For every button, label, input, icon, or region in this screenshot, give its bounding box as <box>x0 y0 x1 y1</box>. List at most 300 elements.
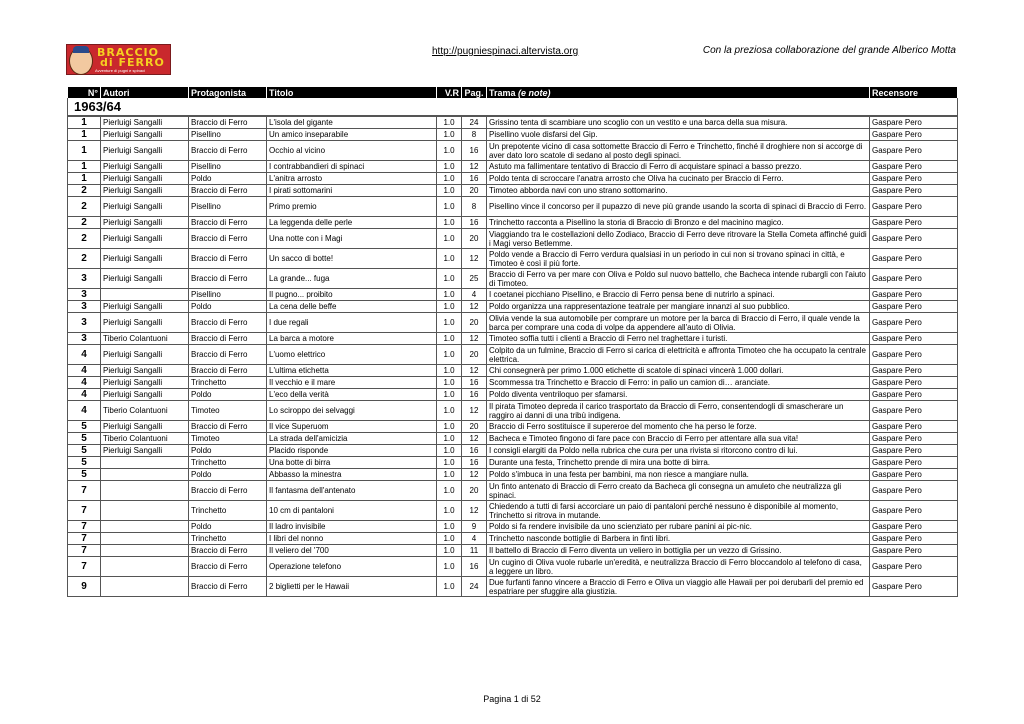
title-cell: 2 biglietti per le Hawaii <box>267 577 437 597</box>
version-cell: 1.0 <box>437 333 462 345</box>
author-cell: Pierluigi Sangalli <box>101 421 189 433</box>
reviewer-cell: Gaspare Pero <box>870 469 958 481</box>
plot-cell: Poldo si fa rendere invisibile da uno scienziato per rubare panini ai pic-nic. <box>487 521 870 533</box>
author-cell: Pierluigi Sangalli <box>101 301 189 313</box>
reviewer-cell: Gaspare Pero <box>870 116 958 129</box>
plot-cell: Un finto antenato di Braccio di Ferro creato da Bacheca gli consegna un amuleto che neutralizza gli spinaci. <box>487 481 870 501</box>
plot-cell: Astuto ma fallimentare tentativo di Braccio di Ferro di acquistare spinaci a basso prezzo. <box>487 161 870 173</box>
plot-cell: Poldo tenta di scroccare l'anatra arrosto che Oliva ha cucinato per Braccio di Ferro. <box>487 173 870 185</box>
reviewer-cell: Gaspare Pero <box>870 217 958 229</box>
version-cell: 1.0 <box>437 249 462 269</box>
pages-cell: 12 <box>462 249 487 269</box>
reviewer-cell: Gaspare Pero <box>870 185 958 197</box>
reviewer-cell: Gaspare Pero <box>870 365 958 377</box>
version-cell: 1.0 <box>437 173 462 185</box>
plot-cell: Braccio di Ferro va per mare con Oliva e Poldo sul nuovo battello, che Bacheca intende rubargli con l'aiuto di Timoteo. <box>487 269 870 289</box>
issue-number: 5 <box>68 421 101 433</box>
author-cell: Pierluigi Sangalli <box>101 129 189 141</box>
title-cell: Un sacco di botte! <box>267 249 437 269</box>
issue-number: 2 <box>68 197 101 217</box>
table-row <box>68 141 958 161</box>
logo-tagline: Avventure di pugni e spinaci <box>95 68 145 73</box>
table-row <box>68 445 958 457</box>
version-cell: 1.0 <box>437 116 462 129</box>
version-cell: 1.0 <box>437 501 462 521</box>
pages-cell: 16 <box>462 217 487 229</box>
issue-number: 1 <box>68 116 101 129</box>
title-cell: La barca a motore <box>267 333 437 345</box>
plot-cell: Timoteo abborda navi con uno strano sottomarino. <box>487 185 870 197</box>
author-cell: Pierluigi Sangalli <box>101 197 189 217</box>
pages-cell: 11 <box>462 545 487 557</box>
table-row <box>68 433 958 445</box>
protagonist-cell: Trinchetto <box>189 457 267 469</box>
version-cell: 1.0 <box>437 229 462 249</box>
col-autori: Autori <box>101 87 189 98</box>
author-cell <box>101 481 189 501</box>
protagonist-cell: Pisellino <box>189 289 267 301</box>
table-row <box>68 545 958 557</box>
version-cell: 1.0 <box>437 269 462 289</box>
plot-cell: Poldo s'imbuca in una festa per bambini, ma non riesce a mangiare nulla. <box>487 469 870 481</box>
issue-number: 7 <box>68 545 101 557</box>
title-cell: Occhio al vicino <box>267 141 437 161</box>
version-cell: 1.0 <box>437 421 462 433</box>
table-row <box>68 229 958 249</box>
plot-cell: Il battello di Braccio di Ferro diventa un veliero in bottiglia per un vezzo di Grissino. <box>487 545 870 557</box>
issue-number: 5 <box>68 457 101 469</box>
plot-cell: Poldo diventa ventriloquo per sfamarsi. <box>487 389 870 401</box>
version-cell: 1.0 <box>437 185 462 197</box>
season-row <box>68 98 958 116</box>
pages-cell: 16 <box>462 389 487 401</box>
plot-cell: I coetanei picchiano Pisellino, e Braccio di Ferro pensa bene di nutrirlo a spinaci. <box>487 289 870 301</box>
table-row <box>68 313 958 333</box>
author-cell: Pierluigi Sangalli <box>101 313 189 333</box>
version-cell: 1.0 <box>437 457 462 469</box>
plot-cell: Poldo vende a Braccio di Ferro verdura qualsiasi in un periodo in cui non si trovano spinaci in città, e Timoteo è così il più forte. <box>487 249 870 269</box>
col-trama-label: Trama <box>489 87 516 98</box>
table-row <box>68 557 958 577</box>
table-row <box>68 197 958 217</box>
reviewer-cell: Gaspare Pero <box>870 301 958 313</box>
pages-cell: 12 <box>462 501 487 521</box>
reviewer-cell: Gaspare Pero <box>870 289 958 301</box>
pages-cell: 12 <box>462 161 487 173</box>
version-cell: 1.0 <box>437 377 462 389</box>
protagonist-cell: Braccio di Ferro <box>189 116 267 129</box>
protagonist-cell: Braccio di Ferro <box>189 249 267 269</box>
table-row <box>68 533 958 545</box>
plot-cell: Pisellino vuole disfarsi del Gip. <box>487 129 870 141</box>
title-cell: Il veliero del '700 <box>267 545 437 557</box>
protagonist-cell: Braccio di Ferro <box>189 365 267 377</box>
table-row <box>68 469 958 481</box>
version-cell: 1.0 <box>437 469 462 481</box>
version-cell: 1.0 <box>437 313 462 333</box>
title-cell: I libri del nonno <box>267 533 437 545</box>
protagonist-cell: Braccio di Ferro <box>189 577 267 597</box>
issues-table <box>67 87 958 597</box>
plot-cell: Chi consegnerà per primo 1.000 etichette di scatole di spinaci vincerà 1.000 dollari. <box>487 365 870 377</box>
title-cell: Primo premio <box>267 197 437 217</box>
pages-cell: 20 <box>462 313 487 333</box>
table-row <box>68 249 958 269</box>
version-cell: 1.0 <box>437 521 462 533</box>
table-row <box>68 501 958 521</box>
issue-number: 2 <box>68 185 101 197</box>
table-row <box>68 577 958 597</box>
version-cell: 1.0 <box>437 445 462 457</box>
protagonist-cell: Braccio di Ferro <box>189 481 267 501</box>
col-protagonista: Protagonista <box>189 87 267 98</box>
season-label: 1963/64 <box>68 98 958 116</box>
version-cell: 1.0 <box>437 481 462 501</box>
protagonist-cell: Poldo <box>189 445 267 457</box>
protagonist-cell: Poldo <box>189 389 267 401</box>
issue-number: 7 <box>68 521 101 533</box>
reviewer-cell: Gaspare Pero <box>870 545 958 557</box>
issue-number: 4 <box>68 365 101 377</box>
page-footer: Pagina 1 di 52 <box>483 694 541 704</box>
plot-cell: Trinchetto nasconde bottiglie di Barbera in finti libri. <box>487 533 870 545</box>
reviewer-cell: Gaspare Pero <box>870 457 958 469</box>
version-cell: 1.0 <box>437 141 462 161</box>
author-cell: Tiberio Colantuoni <box>101 333 189 345</box>
table-row <box>68 377 958 389</box>
version-cell: 1.0 <box>437 401 462 421</box>
title-cell: Un amico inseparabile <box>267 129 437 141</box>
reviewer-cell: Gaspare Pero <box>870 577 958 597</box>
pages-cell: 12 <box>462 401 487 421</box>
pages-cell: 20 <box>462 481 487 501</box>
pages-cell: 16 <box>462 445 487 457</box>
reviewer-cell: Gaspare Pero <box>870 141 958 161</box>
author-cell: Pierluigi Sangalli <box>101 141 189 161</box>
table-row <box>68 289 958 301</box>
issue-number: 3 <box>68 269 101 289</box>
reviewer-cell: Gaspare Pero <box>870 229 958 249</box>
col-recensore: Recensore <box>870 87 958 98</box>
pages-cell: 12 <box>462 301 487 313</box>
version-cell: 1.0 <box>437 161 462 173</box>
title-cell: L'isola del gigante <box>267 116 437 129</box>
author-cell: Pierluigi Sangalli <box>101 249 189 269</box>
title-cell: I contrabbandieri di spinaci <box>267 161 437 173</box>
collaboration-note: Con la preziosa collaborazione del grande Alberico Motta <box>702 45 956 56</box>
plot-cell: Durante una festa, Trinchetto prende di mira una botte di birra. <box>487 457 870 469</box>
protagonist-cell: Pisellino <box>189 129 267 141</box>
title-cell: L'anitra arrosto <box>267 173 437 185</box>
pages-cell: 8 <box>462 129 487 141</box>
col-vr: V.R <box>437 87 462 98</box>
table-row <box>68 345 958 365</box>
protagonist-cell: Trinchetto <box>189 501 267 521</box>
table-row <box>68 401 958 421</box>
author-cell: Pierluigi Sangalli <box>101 365 189 377</box>
author-cell: Pierluigi Sangalli <box>101 217 189 229</box>
issue-number: 4 <box>68 377 101 389</box>
reviewer-cell: Gaspare Pero <box>870 433 958 445</box>
author-cell: Pierluigi Sangalli <box>101 161 189 173</box>
protagonist-cell: Pisellino <box>189 197 267 217</box>
table-row <box>68 421 958 433</box>
protagonist-cell: Braccio di Ferro <box>189 185 267 197</box>
protagonist-cell: Timoteo <box>189 401 267 421</box>
issue-number: 1 <box>68 173 101 185</box>
header-row <box>68 87 958 98</box>
reviewer-cell: Gaspare Pero <box>870 377 958 389</box>
author-cell: Pierluigi Sangalli <box>101 377 189 389</box>
reviewer-cell: Gaspare Pero <box>870 445 958 457</box>
author-cell <box>101 533 189 545</box>
pages-cell: 4 <box>462 289 487 301</box>
issue-number: 7 <box>68 557 101 577</box>
version-cell: 1.0 <box>437 197 462 217</box>
reviewer-cell: Gaspare Pero <box>870 401 958 421</box>
author-cell <box>101 457 189 469</box>
version-cell: 1.0 <box>437 533 462 545</box>
author-cell: Pierluigi Sangalli <box>101 185 189 197</box>
title-cell: Il fantasma dell'antenato <box>267 481 437 501</box>
plot-cell: Un prepotente vicino di casa sottomette Braccio di Ferro e Trinchetto, finché il droghiere non si accorge di aver dato loro scatole di sedano al posto degli spinaci. <box>487 141 870 161</box>
protagonist-cell: Braccio di Ferro <box>189 229 267 249</box>
author-cell: Pierluigi Sangalli <box>101 269 189 289</box>
reviewer-cell: Gaspare Pero <box>870 197 958 217</box>
author-cell: Pierluigi Sangalli <box>101 116 189 129</box>
table-row <box>68 301 958 313</box>
title-cell: Lo sciroppo dei selvaggi <box>267 401 437 421</box>
table-row <box>68 116 958 129</box>
reviewer-cell: Gaspare Pero <box>870 161 958 173</box>
version-cell: 1.0 <box>437 577 462 597</box>
title-cell: Una notte con i Magi <box>267 229 437 249</box>
protagonist-cell: Poldo <box>189 173 267 185</box>
pages-cell: 16 <box>462 457 487 469</box>
pages-cell: 9 <box>462 521 487 533</box>
table-row <box>68 269 958 289</box>
title-cell: La strada dell'amicizia <box>267 433 437 445</box>
reviewer-cell: Gaspare Pero <box>870 313 958 333</box>
protagonist-cell: Braccio di Ferro <box>189 313 267 333</box>
plot-cell: Braccio di Ferro sostituisce il supereroe del momento che ha perso le forze. <box>487 421 870 433</box>
reviewer-cell: Gaspare Pero <box>870 249 958 269</box>
title-cell: Operazione telefono <box>267 557 437 577</box>
plot-cell: Pisellino vince il concorso per il pupazzo di neve più grande usando la scorta di spinaci di Braccio di Ferro. <box>487 197 870 217</box>
version-cell: 1.0 <box>437 345 462 365</box>
author-cell <box>101 501 189 521</box>
issue-number: 5 <box>68 433 101 445</box>
protagonist-cell: Braccio di Ferro <box>189 333 267 345</box>
col-titolo: Titolo <box>267 87 437 98</box>
issue-number: 3 <box>68 289 101 301</box>
pages-cell: 12 <box>462 333 487 345</box>
reviewer-cell: Gaspare Pero <box>870 481 958 501</box>
author-cell <box>101 521 189 533</box>
plot-cell: Trinchetto racconta a Pisellino la storia di Braccio di Bronzo e del macinino magico. <box>487 217 870 229</box>
reviewer-cell: Gaspare Pero <box>870 129 958 141</box>
issue-number: 2 <box>68 217 101 229</box>
logo-line2: di FERRO <box>100 56 165 69</box>
plot-cell: Due furfanti fanno vincere a Braccio di Ferro e Oliva un viaggio alle Hawaii per poi derubarli del premio ed espatriare per sfuggire alla giustizia. <box>487 577 870 597</box>
table-row <box>68 521 958 533</box>
table-row <box>68 457 958 469</box>
version-cell: 1.0 <box>437 365 462 377</box>
reviewer-cell: Gaspare Pero <box>870 389 958 401</box>
plot-cell: Timoteo soffia tutti i clienti a Braccio di Ferro nel traghettare i turisti. <box>487 333 870 345</box>
issue-number: 1 <box>68 129 101 141</box>
issue-number: 2 <box>68 249 101 269</box>
title-cell: 10 cm di pantaloni <box>267 501 437 521</box>
protagonist-cell: Braccio di Ferro <box>189 269 267 289</box>
author-cell <box>101 545 189 557</box>
author-cell <box>101 557 189 577</box>
protagonist-cell: Trinchetto <box>189 377 267 389</box>
title-cell: I due regali <box>267 313 437 333</box>
pages-cell: 24 <box>462 116 487 129</box>
protagonist-cell: Poldo <box>189 469 267 481</box>
logo-line1: BRACCIO <box>97 46 159 59</box>
table-row <box>68 217 958 229</box>
protagonist-cell: Trinchetto <box>189 533 267 545</box>
author-cell: Pierluigi Sangalli <box>101 389 189 401</box>
pages-cell: 8 <box>462 197 487 217</box>
plot-cell: Scommessa tra Trinchetto e Braccio di Ferro: in palio un camion di… aranciate. <box>487 377 870 389</box>
version-cell: 1.0 <box>437 389 462 401</box>
plot-cell: Poldo organizza una rappresentazione teatrale per mangiare innanzi al suo pubblico. <box>487 301 870 313</box>
site-link[interactable]: http://pugniespinaci.altervista.org <box>432 46 579 57</box>
issue-number: 9 <box>68 577 101 597</box>
pages-cell: 12 <box>462 469 487 481</box>
pages-cell: 25 <box>462 269 487 289</box>
plot-cell: Colpito da un fulmine, Braccio di Ferro si carica di elettricità e affronta Timoteo che ha occupato la centrale elettrica. <box>487 345 870 365</box>
pages-cell: 16 <box>462 557 487 577</box>
reviewer-cell: Gaspare Pero <box>870 521 958 533</box>
title-cell: La leggenda delle perle <box>267 217 437 229</box>
title-cell: L'eco della verità <box>267 389 437 401</box>
version-cell: 1.0 <box>437 301 462 313</box>
reviewer-cell: Gaspare Pero <box>870 533 958 545</box>
author-cell <box>101 469 189 481</box>
issue-number: 2 <box>68 229 101 249</box>
version-cell: 1.0 <box>437 557 462 577</box>
protagonist-cell: Braccio di Ferro <box>189 421 267 433</box>
author-cell: Tiberio Colantuoni <box>101 401 189 421</box>
plot-cell: Chiedendo a tutti di farsi accorciare un paio di pantaloni perché nessuno è disponibile al momento, Trinchetto si ritrova in mutande. <box>487 501 870 521</box>
protagonist-cell: Braccio di Ferro <box>189 557 267 577</box>
issue-number: 7 <box>68 481 101 501</box>
protagonist-cell: Timoteo <box>189 433 267 445</box>
pages-cell: 20 <box>462 345 487 365</box>
title-cell: Il ladro invisibile <box>267 521 437 533</box>
author-cell: Pierluigi Sangalli <box>101 345 189 365</box>
pages-cell: 16 <box>462 173 487 185</box>
author-cell: Tiberio Colantuoni <box>101 433 189 445</box>
reviewer-cell: Gaspare Pero <box>870 421 958 433</box>
author-cell: Pierluigi Sangalli <box>101 445 189 457</box>
plot-cell: Olivia vende la sua automobile per comprare un motore per la barca di Braccio di Ferro, il quale vende la barca per comprare una coda di volpe da appendere all'auto di Olivia. <box>487 313 870 333</box>
issue-number: 1 <box>68 141 101 161</box>
title-cell: Abbasso la minestra <box>267 469 437 481</box>
table-row <box>68 161 958 173</box>
popeye-face-icon <box>69 47 93 75</box>
pages-cell: 20 <box>462 229 487 249</box>
title-cell: L'ultima etichetta <box>267 365 437 377</box>
plot-cell: I consigli elargiti da Poldo nella rubrica che cura per una rivista si ritorcono contro di lui. <box>487 445 870 457</box>
table-row <box>68 389 958 401</box>
issue-number: 1 <box>68 161 101 173</box>
author-cell <box>101 289 189 301</box>
issue-number: 4 <box>68 401 101 421</box>
table-row <box>68 129 958 141</box>
reviewer-cell: Gaspare Pero <box>870 333 958 345</box>
title-cell: Il vecchio e il mare <box>267 377 437 389</box>
issue-number: 7 <box>68 533 101 545</box>
pages-cell: 20 <box>462 421 487 433</box>
reviewer-cell: Gaspare Pero <box>870 557 958 577</box>
version-cell: 1.0 <box>437 433 462 445</box>
table-row <box>68 185 958 197</box>
table-row <box>68 173 958 185</box>
braccio-di-ferro-logo <box>66 44 171 75</box>
issue-number: 4 <box>68 345 101 365</box>
plot-cell: Bacheca e Timoteo fingono di fare pace con Braccio di Ferro per attentare alla sua vita! <box>487 433 870 445</box>
col-pag: Pag. <box>462 87 487 98</box>
author-cell: Pierluigi Sangalli <box>101 229 189 249</box>
table-row <box>68 481 958 501</box>
table-row <box>68 365 958 377</box>
protagonist-cell: Braccio di Ferro <box>189 545 267 557</box>
version-cell: 1.0 <box>437 217 462 229</box>
issue-number: 5 <box>68 445 101 457</box>
plot-cell: Viaggiando tra le costellazioni dello Zodiaco, Braccio di Ferro deve ritrovare la Stella Cometa affinché guidi i Magi verso Betlemme. <box>487 229 870 249</box>
protagonist-cell: Braccio di Ferro <box>189 141 267 161</box>
col-trama <box>487 87 870 98</box>
plot-cell: Il pirata Timoteo depreda il carico trasportato da Braccio di Ferro, consentendogli di smascherare un raggiro ai danni di una tribù indigena. <box>487 401 870 421</box>
issue-number: 3 <box>68 301 101 313</box>
version-cell: 1.0 <box>437 545 462 557</box>
reviewer-cell: Gaspare Pero <box>870 345 958 365</box>
pages-cell: 12 <box>462 433 487 445</box>
issue-number: 5 <box>68 469 101 481</box>
issue-number: 3 <box>68 313 101 333</box>
reviewer-cell: Gaspare Pero <box>870 173 958 185</box>
issue-number: 4 <box>68 389 101 401</box>
protagonist-cell: Pisellino <box>189 161 267 173</box>
table-row <box>68 333 958 345</box>
pages-cell: 4 <box>462 533 487 545</box>
pages-cell: 20 <box>462 185 487 197</box>
reviewer-cell: Gaspare Pero <box>870 501 958 521</box>
protagonist-cell: Braccio di Ferro <box>189 345 267 365</box>
title-cell: L'uomo elettrico <box>267 345 437 365</box>
title-cell: Il pugno... proibito <box>267 289 437 301</box>
pages-cell: 12 <box>462 365 487 377</box>
protagonist-cell: Poldo <box>189 521 267 533</box>
pages-cell: 16 <box>462 377 487 389</box>
version-cell: 1.0 <box>437 289 462 301</box>
version-cell: 1.0 <box>437 129 462 141</box>
title-cell: La grande... fuga <box>267 269 437 289</box>
plot-cell: Un cugino di Oliva vuole rubarle un'eredità, e neutralizza Braccio di Ferro bloccandolo al telefono di casa, a leggere un libro. <box>487 557 870 577</box>
protagonist-cell: Poldo <box>189 301 267 313</box>
title-cell: Placido risponde <box>267 445 437 457</box>
title-cell: Il vice Superuom <box>267 421 437 433</box>
author-cell <box>101 577 189 597</box>
col-trama-note: (e note) <box>518 87 551 98</box>
issue-number: 7 <box>68 501 101 521</box>
author-cell: Pierluigi Sangalli <box>101 173 189 185</box>
